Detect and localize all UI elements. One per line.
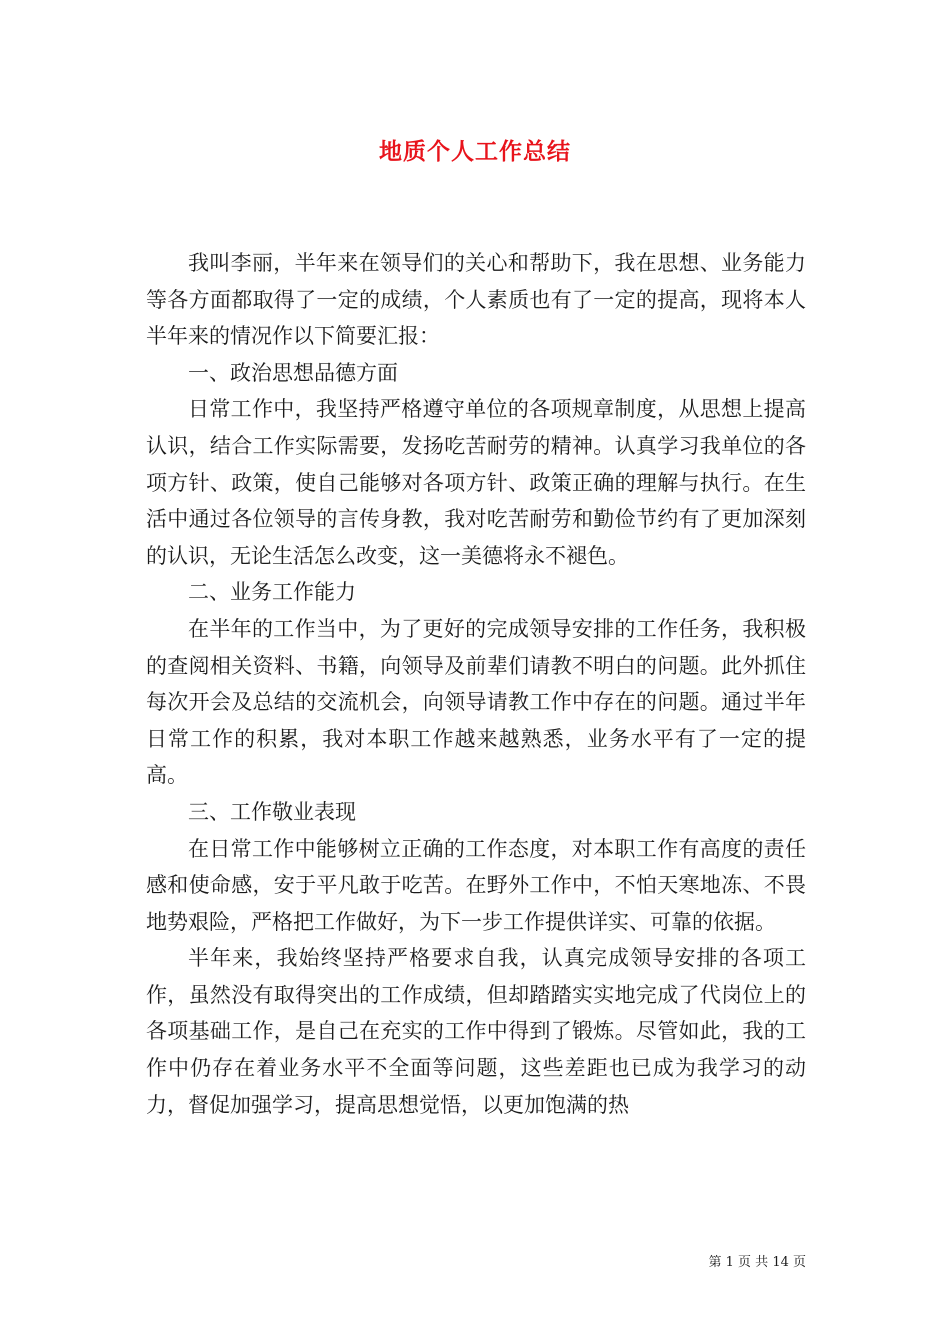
section-heading-business: 二、业务工作能力 <box>188 580 356 605</box>
business-paragraph: 在半年的工作当中，为了更好的完成领导安排的工作任务，我积极的查阅相关资料、书籍，向领导及前辈们请教不明白的问题。此外抓住每次开会及总结的交流机会，向领导请教工作中存在的问题。通过半年日常工作的积累，我对本职工作越来越熟悉，业务水平有了一定的提高。 <box>146 616 806 788</box>
intro-paragraph: 我叫李丽，半年来在领导们的关心和帮助下，我在思想、业务能力等各方面都取得了一定的成绩，个人素质也有了一定的提高，现将本人半年来的情况作以下简要汇报： <box>146 251 806 349</box>
page-number-footer: 第 1 页 共 14 页 <box>708 1255 806 1270</box>
summary-paragraph: 半年来，我始终坚持严格要求自我，认真完成领导安排的各项工作，虽然没有取得突出的工作成绩，但却踏踏实实地完成了代岗位上的各项基础工作，是自己在充实的工作中得到了锻炼。尽管如此，我的工作中仍存在着业务水平不全面等问题，这些差距也已成为我学习的动力，督促加强学习，提高思想觉悟，以更加饱满的热 <box>146 946 806 1117</box>
dedication-paragraph: 在日常工作中能够树立正确的工作态度，对本职工作有高度的责任感和使命感，安于平凡敢于吃苦。在野外工作中，不怕天寒地冻、不畏地势艰险，严格把工作做好，为下一步工作提供详实、可靠的依据。 <box>146 836 806 934</box>
document-title: 地质个人工作总结 <box>379 138 571 165</box>
politics-paragraph: 日常工作中，我坚持严格遵守单位的各项规章制度，从思想上提高认识，结合工作实际需要，发扬吃苦耐劳的精神。认真学习我单位的各项方针、政策，使自己能够对各项方针、政策正确的理解与执行。在生活中通过各位领导的言传身教，我对吃苦耐劳和勤俭节约有了更加深刻的认识，无论生活怎么改变，这一美德将永不褪色。 <box>146 397 806 568</box>
section-heading-dedication: 三、工作敬业表现 <box>188 799 356 824</box>
section-heading-politics: 一、政治思想品德方面 <box>188 360 398 385</box>
document-body <box>146 245 806 1123</box>
